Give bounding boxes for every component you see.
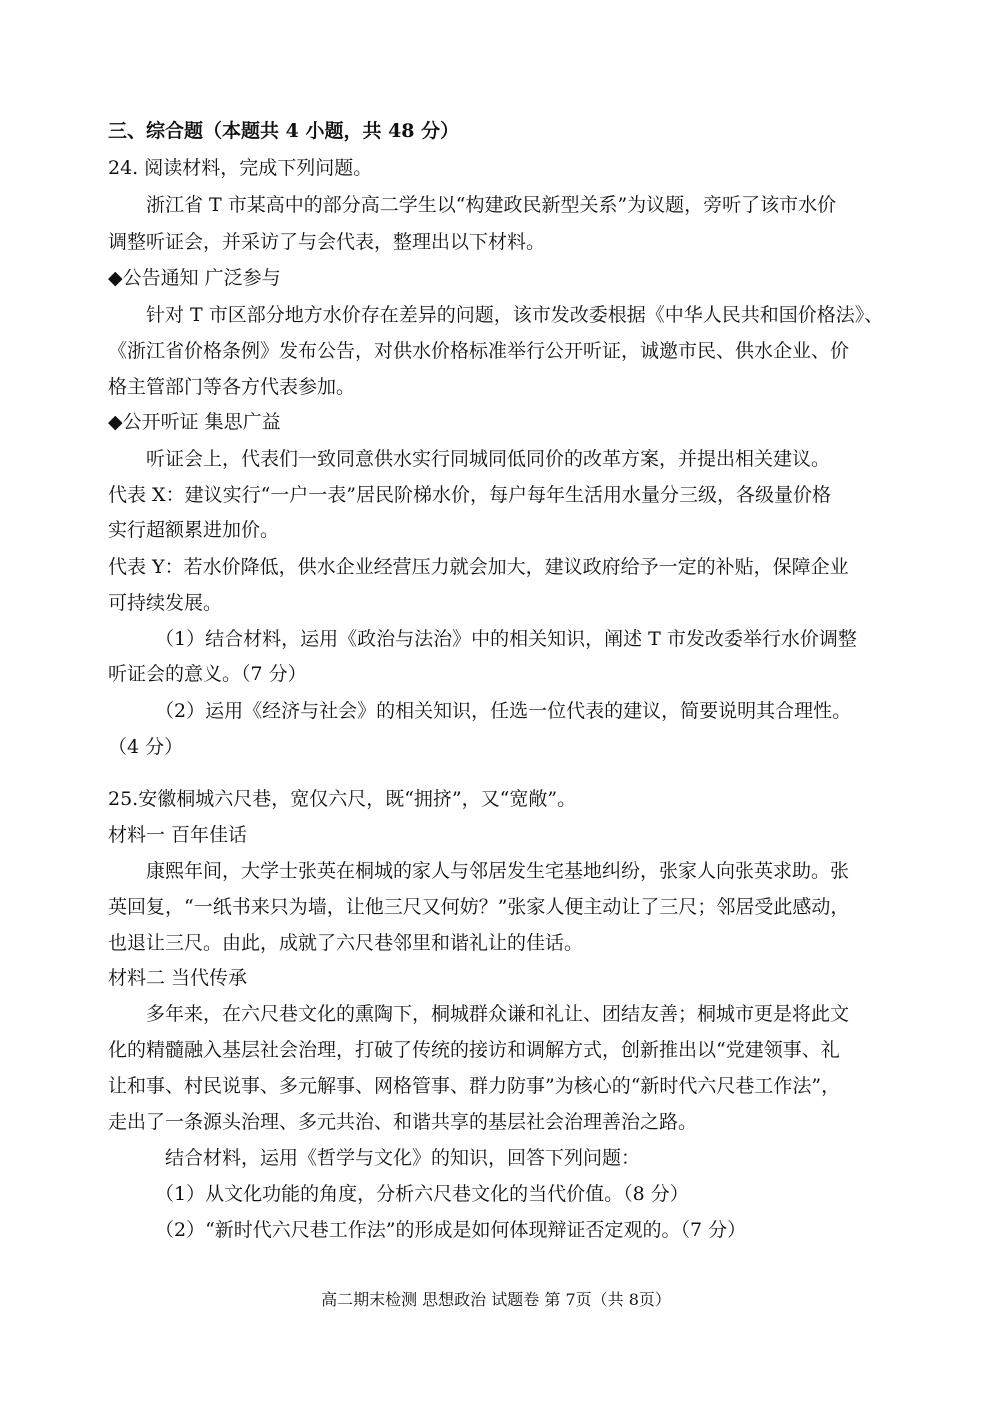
q25-material2-line-2: 化的精髓融入基层社会治理，打破了传统的接访和调解方式，创新推出以“党建领事、礼 — [108, 1039, 840, 1061]
page-footer: 高二期末检测 思想政治 试题卷 第 7页（共 8页） — [321, 1290, 671, 1309]
q25-material2-line-1: 多年来，在六尺巷文化的熏陶下，桐城群众谦和礼让、团结友善；桐城市更是将此文 — [146, 1003, 850, 1025]
q25-sub2: （2）“新时代六尺巷工作法”的形成是如何体现辩证否定观的。（7 分） — [155, 1219, 747, 1241]
q24-sub2-line-2: （4 分） — [108, 736, 184, 758]
q24-part1-line-2: 《浙江省价格条例》发布公告，对供水价格标准举行公开听证，诚邀市民、供水企业、价 — [108, 340, 850, 362]
q24-part1-line-3: 格主管部门等各方代表参加。 — [108, 376, 356, 398]
q24-part2-title: ◆公开听证 集思广益 — [108, 411, 281, 433]
q24-part1-line-1: 针对 T 市区部分地方水价存在差异的问题，该市发改委根据《中华人民共和国价格法》、 — [146, 304, 884, 326]
q25-material1-title: 材料一 百年佳话 — [108, 824, 248, 846]
section-heading: 三、综合题（本题共 4 小题，共 48 分） — [108, 120, 460, 142]
q24-stem: 24. 阅读材料，完成下列问题。 — [108, 157, 373, 179]
q25-material1-line-2: 英回复，“一纸书来只为墙，让他三尺又何妨？”张家人便主动让了三尺；邻居受此感动， — [108, 896, 850, 918]
q25-sub1: （1）从文化功能的角度，分析六尺巷文化的当代价值。（8 分） — [155, 1183, 689, 1205]
q24-intro-line-1: 浙江省 T 市某高中的部分高二学生以“构建政民新型关系”为议题，旁听了该市水价 — [146, 194, 837, 216]
q24-sub1-line-2: 听证会的意义。（7 分） — [108, 663, 307, 685]
q24-rep-y-line-1: 代表 Y：若水价降低，供水企业经营压力就会加大，建议政府给予一定的补贴，保障企业 — [108, 556, 849, 578]
q25-material1-line-1: 康熙年间，大学士张英在桐城的家人与邻居发生宅基地纠纷，张家人向张英求助。张 — [146, 860, 850, 882]
q24-rep-y-line-2: 可持续发展。 — [108, 592, 223, 614]
q24-part1-title: ◆公告通知 广泛参与 — [108, 267, 281, 289]
q24-rep-x-line-2: 实行超额累进加价。 — [108, 519, 280, 541]
q24-intro-line-2: 调整听证会，并采访了与会代表，整理出以下材料。 — [108, 231, 546, 253]
q24-sub1-line-1: （1）结合材料，运用《政治与法治》中的相关知识，阐述 T 市发改委举行水价调整 — [155, 628, 857, 650]
q25-material2-title: 材料二 当代传承 — [108, 967, 248, 989]
q24-rep-x-line-1: 代表 X：建议实行“一户一表”居民阶梯水价，每户每年生活用水量分三级，各级量价格 — [108, 484, 831, 506]
q25-material2-line-4: 走出了一条源头治理、多元共治、和谐共享的基层社会治理善治之路。 — [108, 1111, 698, 1133]
q24-sub2-line-1: （2）运用《经济与社会》的相关知识，任选一位代表的建议，简要说明其合理性。 — [155, 700, 852, 722]
q24-part2-text: 听证会上，代表们一致同意供水实行同城同低同价的改革方案，并提出相关建议。 — [146, 448, 831, 470]
q25-stem: 25.安徽桐城六尺巷，宽仅六尺，既“拥挤”，又“宽敞”。 — [108, 788, 577, 810]
q25-material2-line-3: 让和事、村民说事、多元解事、网格管事、群力防事”为核心的“新时代六尺巷工作法”， — [108, 1075, 841, 1097]
q25-instruction: 结合材料，运用《哲学与文化》的知识，回答下列问题： — [165, 1147, 641, 1169]
q25-material1-line-3: 也退让三尺。由此，成就了六尺巷邻里和谐礼让的佳话。 — [108, 932, 584, 954]
